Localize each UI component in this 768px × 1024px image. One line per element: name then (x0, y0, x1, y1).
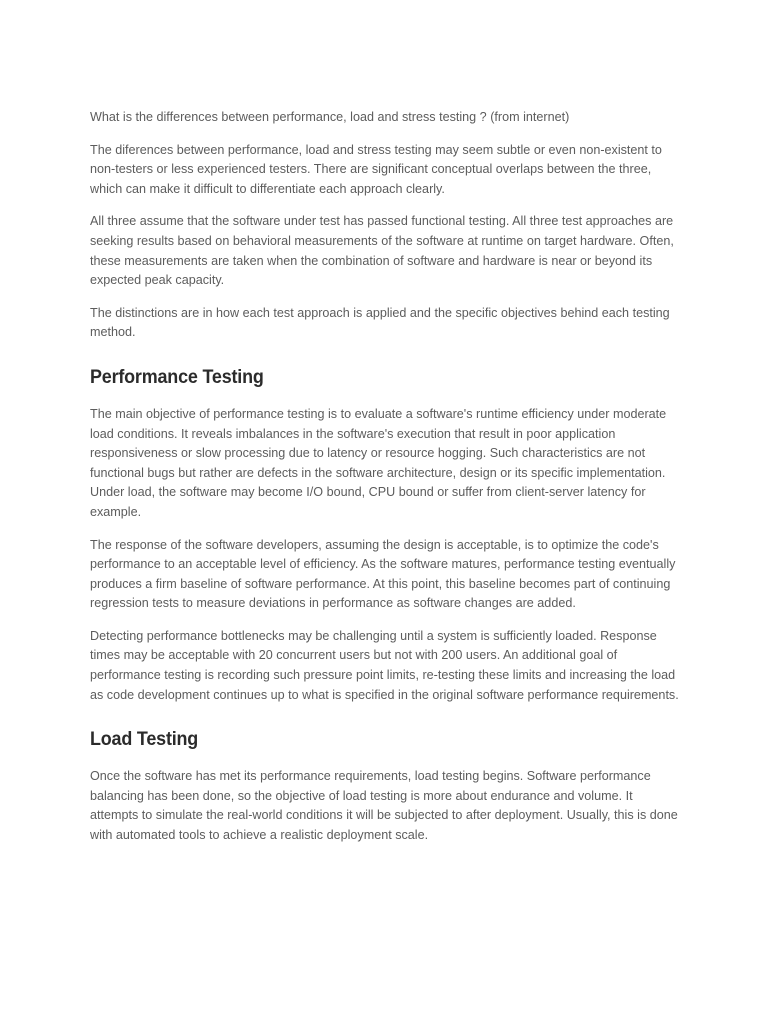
intro-question: What is the differences between performance, load and stress testing ? (from internet) (90, 110, 570, 124)
paragraph: The main objective of performance testing is to evaluate a software's runtime efficiency under moderate load conditions. It reveals imbalances in the software's execution that result in poor application responsiveness or slow processing due to latency or resource hogging. Such characteristics are not functional bugs but rather are defects in the software architecture, design or its specific implementation. Under load, the software may become I/O bound, CPU bound or suffer from client-server latency for example. (90, 406, 667, 519)
section-heading: Performance Testing (90, 365, 264, 388)
paragraph: The distinctions are in how each test approach is applied and the specific objectives behind each testing method. (90, 305, 670, 340)
section-load-testing (90, 727, 680, 845)
paragraph: All three assume that the software under test has passed functional testing. All three test approaches are seeking results based on behavioral measurements of the software at runtime on target hardware. Often, these measurements are taken when the combination of software and hardware is near or beyond its expected peak capacity. (90, 214, 674, 288)
paragraph: Once the software has met its performance requirements, load testing begins. Software performance balancing has been done, so the objective of load testing is more about endurance and volume. It attempts to simulate the real-world conditions it will be subjected to after deployment. Usually, this is done with automated tools to achieve a realistic deployment scale. (90, 769, 678, 843)
section-heading: Load Testing (90, 728, 199, 751)
paragraph: The diferences between performance, load and stress testing may seem subtle or even non-existent to non-testers or less experienced testers. There are significant conceptual overlaps between the three, which can make it difficult to differentiate each approach clearly. (90, 142, 662, 196)
paragraph: Detecting performance bottlenecks may be challenging until a system is sufficiently loaded. Response times may be acceptable with 20 concurrent users but not with 200 users. An additional goal of performance testing is recording such pressure point limits, re-testing these limits and increasing the load as code development continues up to what is specified in the original software performance requirements. (90, 628, 679, 702)
paragraph: The response of the software developers, assuming the design is acceptable, is to optimize the code's performance to an acceptable level of efficiency. As the software matures, performance testing eventually produces a firm baseline of software performance. At this point, this baseline becomes part of continuing regression tests to measure deviations in performance as software changes are added. (90, 537, 676, 611)
section-performance-testing (90, 365, 680, 705)
